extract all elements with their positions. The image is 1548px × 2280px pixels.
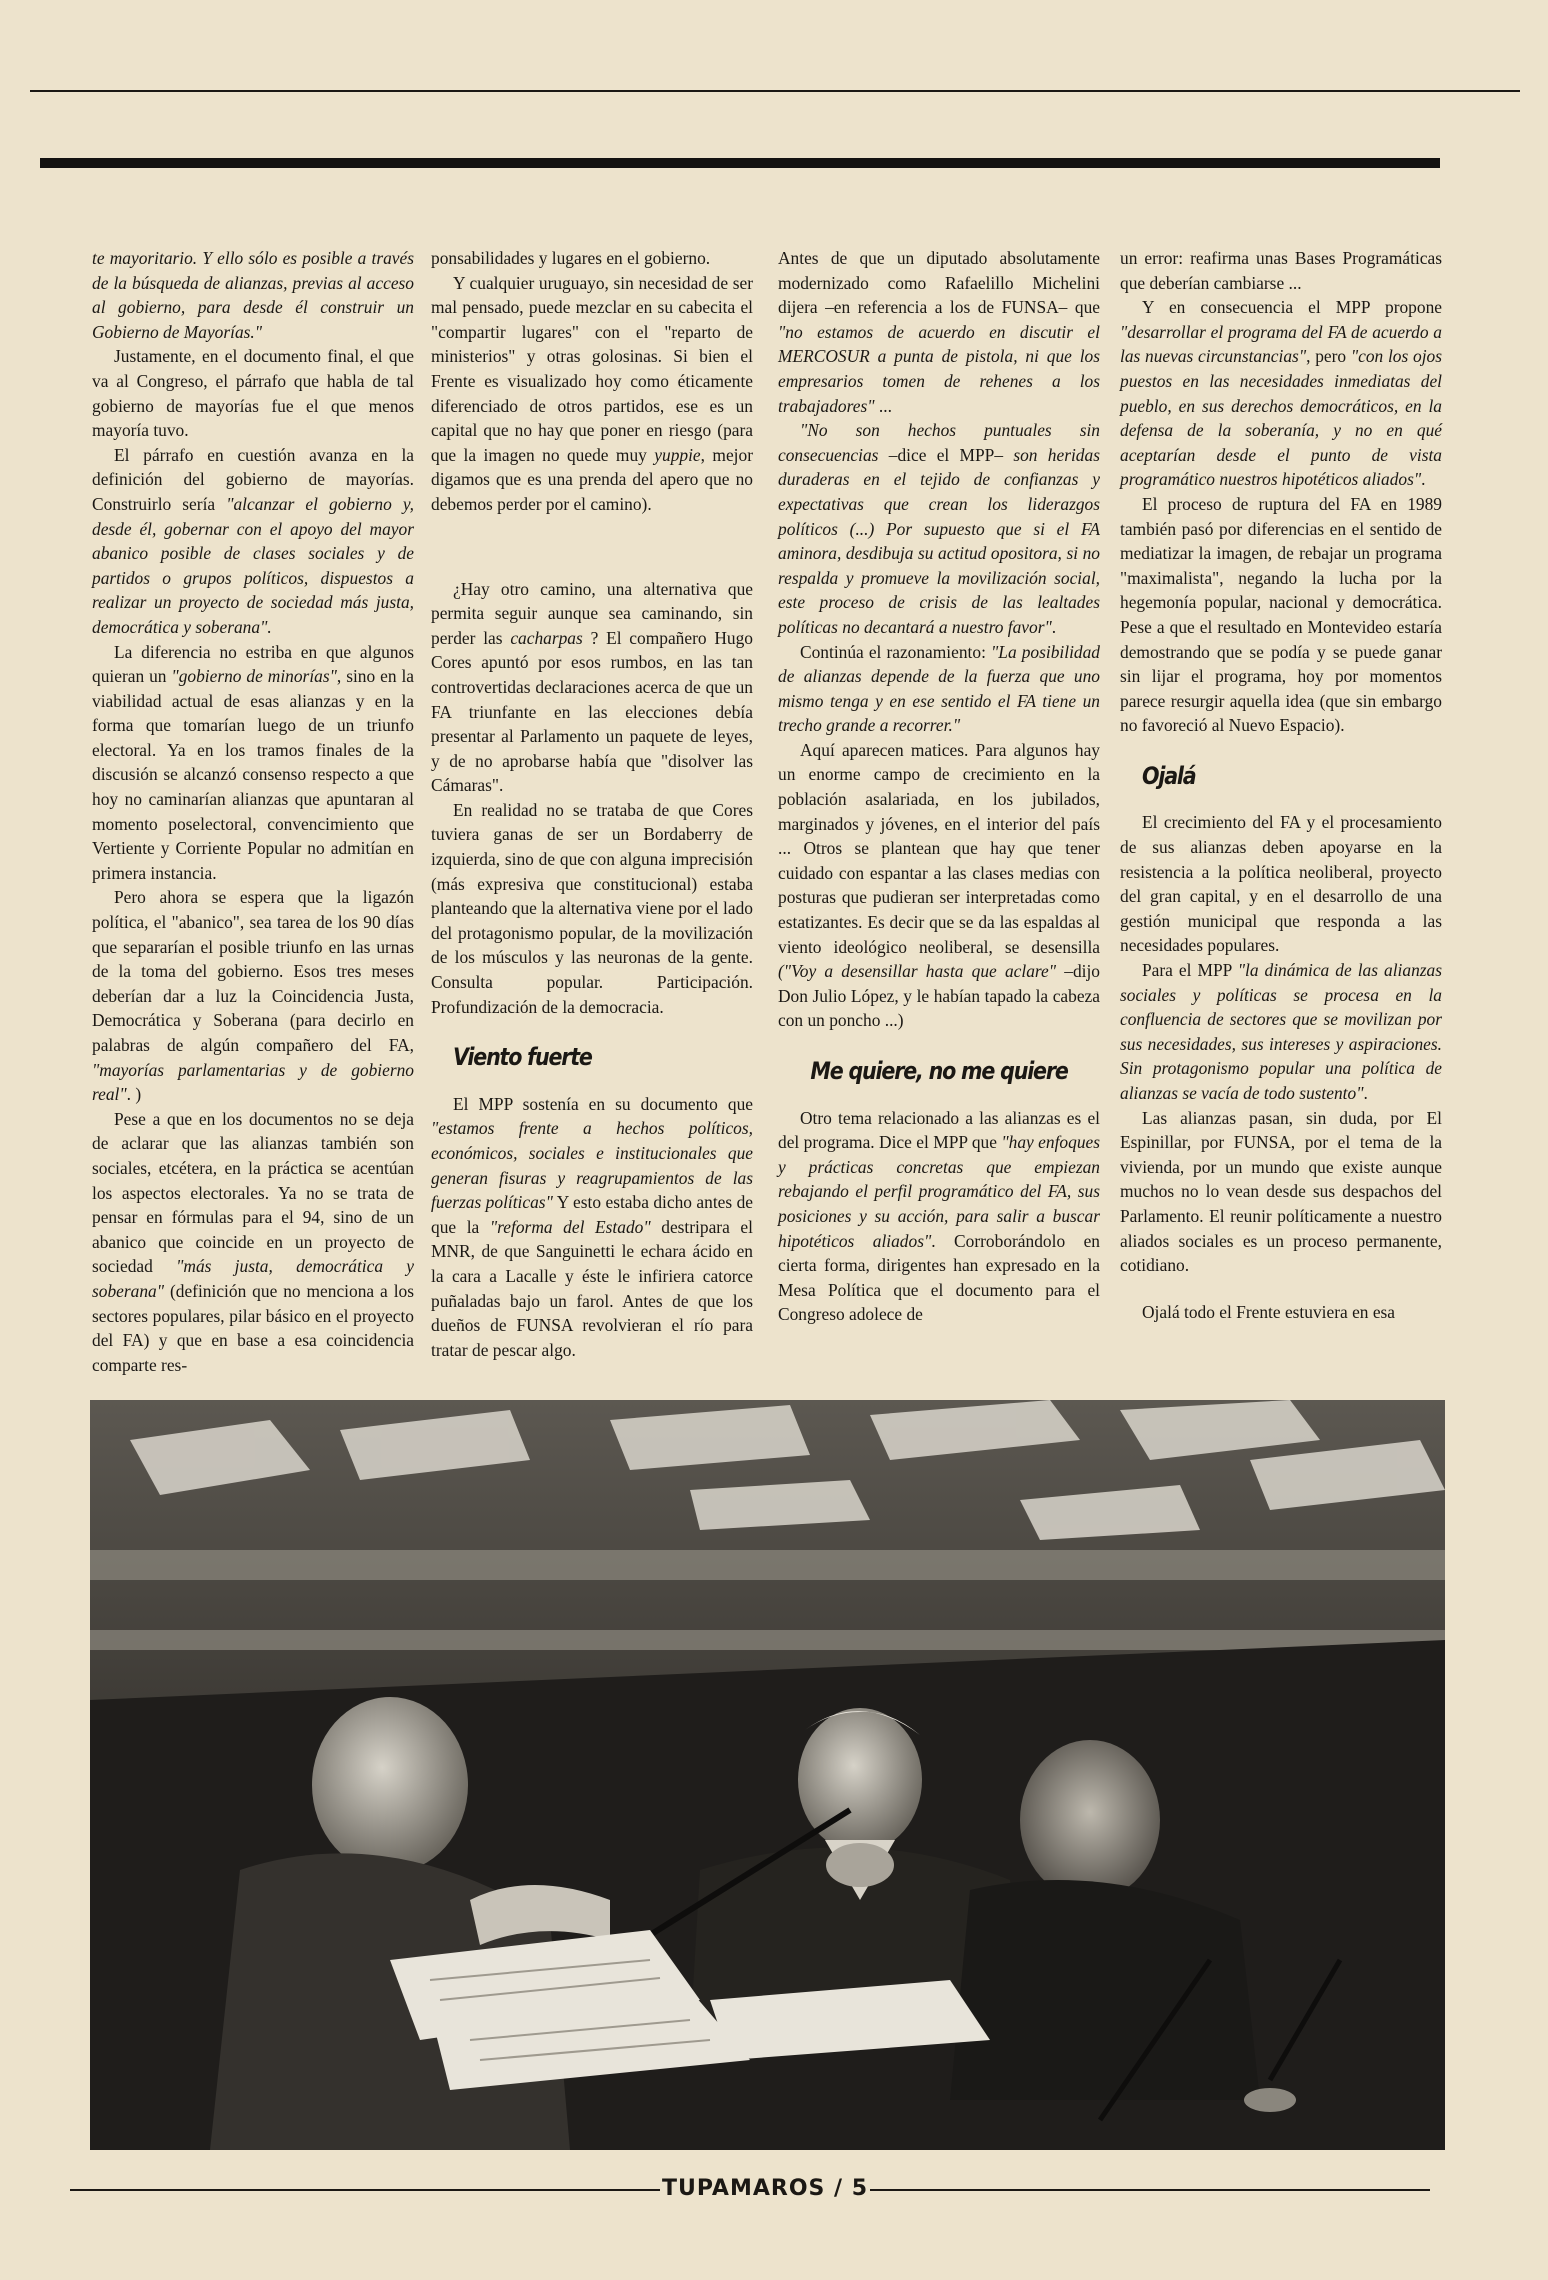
paragraph: ¿Hay otro camino, una alternativa que permita seguir aunque sea caminando, sin perder las cacharpas ? El compañero Hugo Cores apuntó por esos rumbos, en las tan controvertidas declaraciones acerca de que un FA triunfante en las elecciones debía presentar al Parlamento un paquete de leyes, y de no aprobarse había que "disolver las Cámaras". [431,578,753,796]
paragraph: La diferencia no estriba en que algunos quieran un "gobierno de minorías", sino en la viabilidad actual de esas alianzas y en la forma que tomarían luego de un triunfo electoral. Ya en los tramos finales de la discusión se alcanzó consenso respecto a que hoy no caminarían alianzas que apuntaran al momento poselectoral, convencimiento que Vertiente y Corriente Popular no admitían en primera instancia. [92,641,414,883]
article-column-2 [431,246,753,1362]
paragraph: Para el MPP "la dinámica de las alianzas sociales y políticas se procesa en la confluencia de sectores que se movilizan por sus necesidades, sus intereses y aspiraciones. Sin protagonismo popular una política de alianzas se vacía de todo sustento". [1120,960,1442,1103]
paragraph: Y en consecuencia el MPP propone "desarrollar el programa del FA de acuerdo a las nuevas circunstancias", pero "con los ojos puestos en las necesidades inmediatas del pueblo, en sus derechos democráticos, en la defensa de la soberanía, y no en qué aceptarían desde el punto de vista programático nuestros hipotéticos aliados". [1120,297,1442,490]
header-bar [40,158,1440,168]
paragraph: El proceso de ruptura del FA en 1989 también pasó por diferencias en el sentido de mediatizar la imagen, de rebajar un programa "maximalista", negando la lucha por la hegemonía popular, nacional y democrática. Pese a que el resultado en Montevideo estaría demostrando que se podía y se puede ganar sin lijar el programa, hoy por momentos parece resurgir aquella idea (que sin embargo no favoreció al Nuevo Espacio). [1120,493,1442,736]
paragraph: En realidad no se trataba de que Cores tuviera ganas de ser un Bordaberry de izquierda, sino de que con alguna imprecisión (más expresiva que constitucional) estaba planteando que la alternativa viene por el lado del protagonismo popular, de la movilización de los músculos y las neuronas de la gente. Consulta popular. Participación. Profundización de la democracia. [431,799,753,1017]
article-column-4 [1120,246,1442,1324]
paragraph: Justamente, en el documento final, el que va al Congreso, el párrafo que habla de tal gobierno de mayorías fue el que menos mayoría tuvo. [92,346,414,441]
paragraph: "No son hechos puntuales sin consecuencias –dice el MPP– son heridas duraderas en el tejido de confianzas y expectativas que crean los liderazgos políticos (...) Por supuesto que si el FA aminora, desdibuja su actitud opositora, si no respalda y promueve la movilización social, este proceso de crisis de las lealtades políticas no decantará a nuestro favor". [778,420,1100,637]
parliament-photo-illustration [90,1400,1445,2150]
paragraph: Ojalá todo el Frente estuviera en esa [1142,1301,1396,1322]
paragraph: El MPP sostenía en su documento que "estamos frente a hechos políticos, económicos, sociales e institucionales que generan fisuras y reagrupamientos de las fuerzas políticas" Y esto estaba dicho antes de que la "reforma del Estado" destripara el MNR, de que Sanguinetti le echara ácido en la cara a Lacalle y éste le infiriera catorce puñaladas bajo un farol. Antes de que los dueños de FUNSA revolvieran el río para tratar de pescar algo. [431,1093,754,1360]
paragraph: Pese a que en los documentos no se deja de aclarar que las alianzas también son sociales, etcétera, en la práctica se acentúan los aspectos electorales. Ya no se trata de pensar en fórmulas para el 94, sino de un abanico que coincide en un proyecto de sociedad "más justa, democrática y soberana" (definición que no menciona a los sectores populares, pilar básico en el proyecto del FA) y que en base a esa coincidencia comparte res- [92,1108,414,1375]
paragraph: Continúa el razonamiento: "La posibilidad de alianzas depende de la fuerza que uno mismo tenga y en ese sentido el FA tiene un trecho grande a recorrer." [778,641,1100,736]
footer-rule-left [70,2189,660,2191]
footer-rule-right [870,2189,1430,2191]
paragraph: Otro tema relacionado a las alianzas es el del programa. Dice el MPP que "hay enfoques y prácticas concretas que empiezan rebajando el perfil programático del FA, sus posiciones y su acción, para salir a buscar hipotéticos aliados". Corroborándolo en cierta forma, dirigentes han expresado en la Mesa Política que el documento para el Congreso adolece de [778,1107,1100,1325]
paragraph: un error: reafirma unas Bases Programáticas que deberían cambiarse ... [1120,248,1442,293]
parliament-photo [90,1400,1445,2150]
article-column-3 [778,246,1100,1327]
section-heading-me-quiere: Me quiere, no me quiere [810,1057,1068,1085]
article-column-1 [92,246,414,1377]
paragraph: Pero ahora se espera que la ligazón política, el "abanico", sea tarea de los 90 días que separarían el posible triunfo en las urnas de la toma del gobierno. Esos tres meses deberían dar a luz la Coincidencia Justa, Democrática y Soberana (para decirlo en palabras de algún compañero del FA, "mayorías parlamentarias y de gobierno real". ) [92,887,414,1105]
section-heading-viento-fuerte: Viento fuerte [453,1043,592,1072]
paragraph: Las alianzas pasan, sin duda, por El Espinillar, por FUNSA, por el tema de la vivienda, por un mundo que existe aunque muchos no lo vean desde sus despachos del Parlamento. El reunir políticamente a nuestro aliados sociales es un proceso permanente, cotidiano. [1120,1107,1442,1276]
paragraph: Aquí aparecen matices. Para algunos hay un enorme campo de crecimiento en la población asalariada, en los jubilados, marginados y jóvenes, en el interior del país ... Otros se plantean que hay que tener cuidado con espantar a las clases medias con posturas que pudieran ser interpretadas como estatizantes. Es decir que se da las espaldas al viento ideológico neoliberal, se desensilla ("Voy a desensillar hasta que aclare" –dijo Don Julio López, y le habían tapado la cabeza con un poncho ...) [778,739,1100,1031]
paragraph: te mayoritario. Y ello sólo es posible a través de la búsqueda de alianzas, previas al acceso al gobierno, para desde él construir un Gobierno de Mayorías." [92,248,414,342]
paragraph: Antes de que un diputado absolutamente modernizado como Rafaelillo Michelini dijera –en referencia a los de FUNSA– que "no estamos de acuerdo en discutir el MERCOSUR a punta de pistola, ni que los empresarios tomen de rehenes a los trabajadores" ... [778,248,1100,416]
paragraph: El párrafo en cuestión avanza en la definición del gobierno de mayorías. Construirlo sería "alcanzar el gobierno y, desde él, gobernar con el apoyo del mayor abanico posible de clases sociales y de partidos o grupos políticos, dispuestos a realizar un proyecto de sociedad más justa, democrática y soberana". [92,444,414,637]
page-footer: TUPAMAROS / 5 [661,2176,869,2201]
paragraph: El crecimiento del FA y el procesamiento de sus alianzas deben apoyarse en la resistencia a la política neoliberal, proyecto del gran capital, y en el desarrollo de una gestión municipal que responda a las necesidades populares. [1120,812,1442,956]
paragraph: Y cualquier uruguayo, sin necesidad de ser mal pensado, puede mezclar en su cabecita el "compartir lugares" con el "reparto de ministerios" y otras golosinas. Si bien el Frente es visualizado hoy como éticamente diferenciado de otros partidos, ese es un capital que no hay que poner en riesgo (para que la imagen no quede muy yuppie, mejor digamos que es una prenda del apero que no debemos perder por el camino). [431,272,753,514]
paragraph: ponsabilidades y lugares en el gobierno. [431,248,711,268]
top-rule [30,90,1520,92]
section-heading-ojala: Ojalá [1142,761,1196,790]
